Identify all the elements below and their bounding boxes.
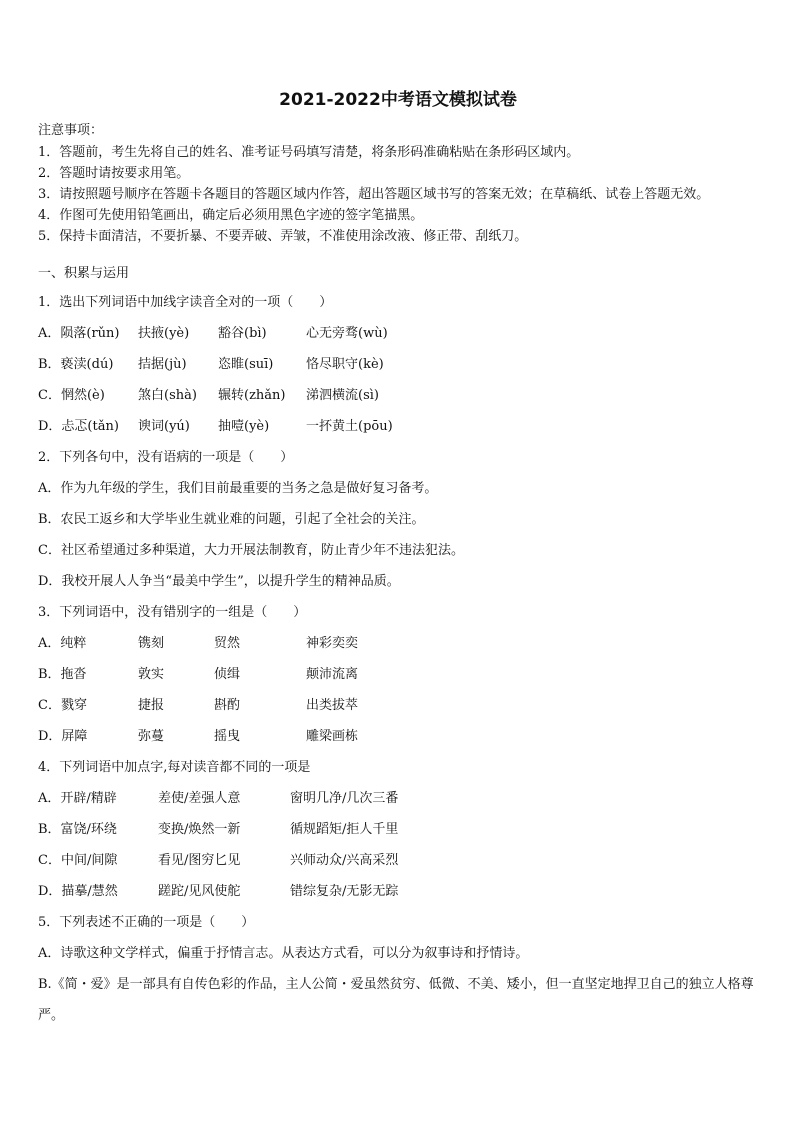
note-item: 5．保持卡面清洁，不要折暴、不要弄破、弄皱，不准使用涂改液、修正带、刮纸刀。: [38, 229, 528, 244]
option-item: 变换/焕然一新: [158, 822, 241, 837]
page-title: 2021-2022中考语文模拟试卷: [279, 90, 517, 110]
option-row-a: [38, 628, 758, 659]
question-2: [38, 442, 758, 597]
option-row-d: [38, 411, 758, 442]
question-stem: 4．下列词语中加点字,每对读音都不同的一项是: [38, 760, 311, 775]
question-stem: 5．下列表述不正确的一项是（ ）: [38, 915, 255, 930]
option-item: 镌刻: [138, 636, 165, 651]
question-4: [38, 752, 758, 907]
option-item: 谀词(yú): [138, 419, 190, 434]
option-item: D．屏障: [38, 729, 88, 744]
option-item: 敦实: [138, 667, 165, 682]
option-b: B.《简・爱》是一部具有自传色彩的作品，主人公简・爱虽然贫穷、低微、不美、矮小，但一直坚定地捍卫自己的独立人格尊严。: [38, 977, 754, 1023]
note-item: 1．答题前，考生先将自己的姓名、准考证号码填写清楚，将条形码准确粘贴在条形码区域内。: [38, 145, 580, 160]
option-row-c: [38, 690, 758, 721]
option-item: 差使/差强人意: [158, 791, 241, 806]
option-item: 兴师动众/兴高采烈: [290, 853, 399, 868]
option-item: 心无旁骛(wù): [306, 326, 388, 341]
notes-block: [38, 120, 758, 247]
option-row-d: [38, 721, 758, 752]
option-b: B．农民工返乡和大学毕业生就业难的问题，引起了全社会的关注。: [38, 512, 425, 527]
option-item: B．亵渎(dú): [38, 357, 114, 372]
option-item: 颠沛流离: [306, 667, 359, 682]
option-item: C．戮穿: [38, 698, 87, 713]
option-row-a: [38, 318, 758, 349]
option-item: 窗明几净/几次三番: [290, 791, 399, 806]
option-item: 雕梁画栋: [306, 729, 359, 744]
question-3: [38, 597, 758, 752]
option-item: A．陨落(rǔn): [38, 326, 120, 341]
note-item: 2．答题时请按要求用笔。: [38, 166, 190, 181]
option-item: 拮据(jù): [138, 357, 187, 372]
option-item: 贸然: [214, 636, 241, 651]
question-stem: 3．下列词语中，没有错别字的一组是（ ）: [38, 605, 307, 620]
option-item: 捷报: [138, 698, 165, 713]
question-stem: 2．下列各句中，没有语病的一项是（ ）: [38, 450, 294, 465]
option-item: 侦缉: [214, 667, 241, 682]
option-item: 看见/图穷匕见: [158, 853, 241, 868]
option-a: A．诗歌这种文学样式，偏重于抒情言志。从表达方式看，可以分为叙事诗和抒情诗。: [38, 946, 529, 961]
option-item: 弥蔓: [138, 729, 165, 744]
option-item: D．忐忑(tǎn): [38, 419, 119, 434]
question-5: [38, 907, 758, 1031]
option-c: C．社区希望通过多种渠道，大力开展法制教育，防止青少年不违法犯法。: [38, 543, 464, 558]
option-item: A．纯粹: [38, 636, 87, 651]
option-item: 摇曳: [214, 729, 241, 744]
option-item: D．描摹/慧然: [38, 884, 118, 899]
option-item: 扶掖(yè): [138, 326, 190, 341]
question-1: [38, 287, 758, 442]
option-item: B．拖沓: [38, 667, 87, 682]
notes-title: 注意事项：: [38, 123, 104, 138]
option-row-b: [38, 659, 758, 690]
option-item: 神彩奕奕: [306, 636, 359, 651]
option-row-d: [38, 876, 758, 907]
option-item: 煞白(shà): [138, 388, 197, 403]
option-item: 出类拔萃: [306, 698, 359, 713]
option-item: C．惘然(è): [38, 388, 105, 403]
option-item: 涕泗横流(sì): [306, 388, 379, 403]
option-item: 辗转(zhǎn): [218, 388, 286, 403]
option-row-b: [38, 814, 758, 845]
option-row-b: [38, 349, 758, 380]
option-d: D．我校开展人人争当“最美中学生”，以提升学生的精神品质。: [38, 574, 400, 589]
option-item: 错综复杂/无影无踪: [290, 884, 399, 899]
option-row-a: [38, 783, 758, 814]
option-item: 蹉跎/见风使舵: [158, 884, 241, 899]
option-item: 恣睢(suī): [218, 357, 274, 372]
option-row-c: [38, 845, 758, 876]
option-item: A．开辟/精辟: [38, 791, 117, 806]
option-item: 斟酌: [214, 698, 241, 713]
option-item: B．富饶/环绕: [38, 822, 117, 837]
option-item: 豁谷(bì): [218, 326, 267, 341]
option-a: A．作为九年级的学生，我们目前最重要的当务之急是做好复习备考。: [38, 481, 438, 496]
option-item: 一抔黄土(pōu): [306, 419, 393, 434]
option-row-c: [38, 380, 758, 411]
section-heading: 一、积累与运用: [38, 266, 130, 281]
option-item: 抽噎(yè): [218, 419, 270, 434]
question-stem: 1．选出下列词语中加线字读音全对的一项（ ）: [38, 295, 333, 310]
option-item: C．中间/间隙: [38, 853, 118, 868]
exam-page: [38, 88, 758, 1031]
note-item: 3．请按照题号顺序在答题卡各题目的答题区域内作答，超出答题区域书写的答案无效；在草稿纸、试卷上答题无效。: [38, 187, 710, 202]
note-item: 4．作图可先使用铅笔画出，确定后必须用黑色字迹的签字笔描黑。: [38, 208, 424, 223]
option-item: 循规蹈矩/拒人千里: [290, 822, 399, 837]
option-item: 恪尽职守(kè): [306, 357, 384, 372]
